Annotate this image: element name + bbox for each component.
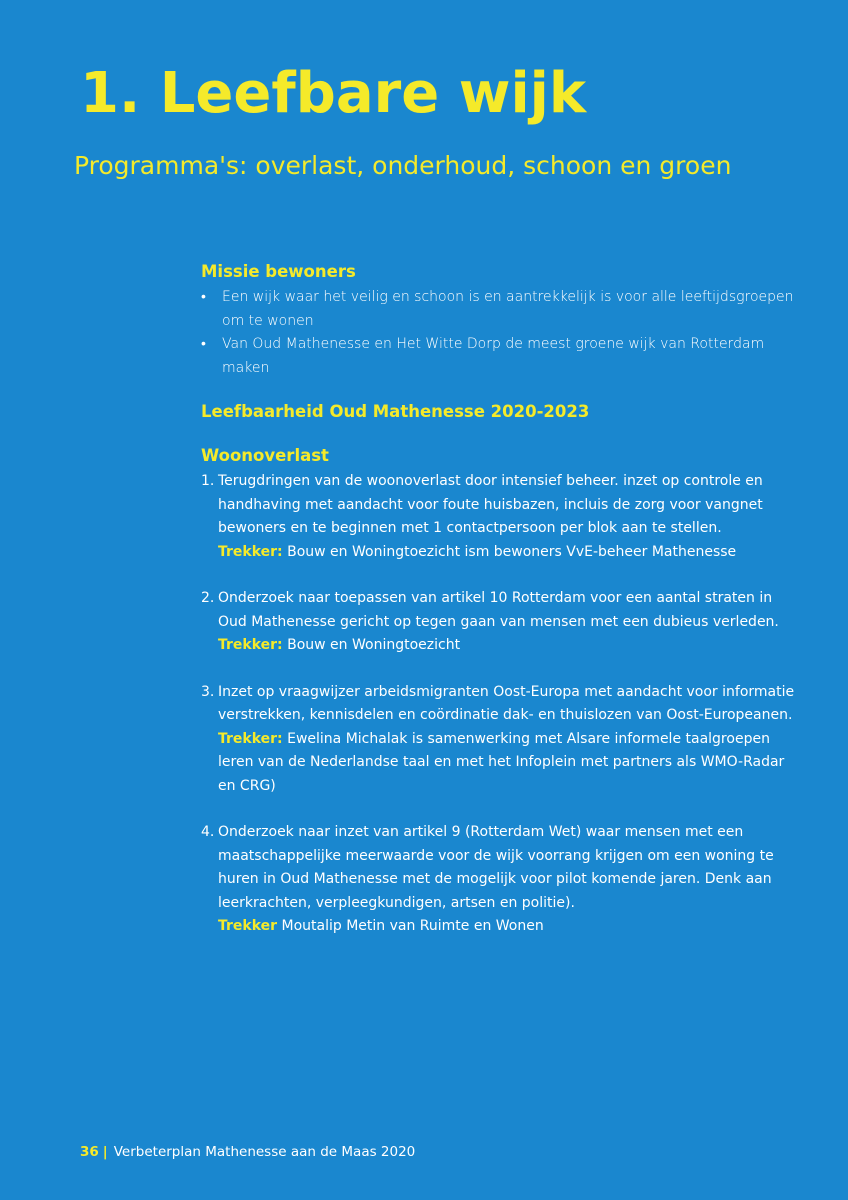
- main-content: [201, 260, 801, 962]
- item-number: 2.: [201, 590, 215, 606]
- trekker-label: Trekker: [218, 918, 278, 934]
- item-text: Terugdringen van de woonoverlast door intensief beheer. inzet op controle en handhaving met aandacht voor foute huisbazen, incluis de zorg voor vangnet bewoners en te beginnen met 1 contactpersoon per blok aan te stellen.: [218, 473, 763, 536]
- list-item: [201, 821, 801, 939]
- missie-list: [201, 286, 801, 380]
- trekker-text: Bouw en Woningtoezicht ism bewoners VvE-beheer Mathenesse: [282, 543, 737, 560]
- item-text: Onderzoek naar toepassen van artikel 10 Rotterdam voor een aantal straten in Oud Mathenesse gericht op tegen gaan van mensen met een dubieus verleden.: [218, 590, 779, 630]
- page-title: 1. Leefbare wijk: [80, 61, 587, 126]
- missie-heading: Missie bewoners: [201, 262, 356, 281]
- list-item: [201, 587, 801, 658]
- woonoverlast-list: [201, 470, 801, 939]
- footer-separator: |: [102, 1144, 108, 1160]
- trekker-text: Bouw en Woningtoezicht: [282, 637, 461, 653]
- list-item: [201, 333, 801, 380]
- list-item-text: Een wijk waar het veilig en schoon is en aantrekkelijk is voor alle leeftijdsgroepen om te wonen: [222, 289, 794, 329]
- item-text: Inzet op vraagwijzer arbeidsmigranten Oost-Europa met aandacht voor informatie verstrekken, kennisdelen en coördinatie dak- en thuislozen van Oost-Europeanen.: [218, 683, 795, 723]
- trekker-text: Moutalip Metin van Ruimte en Wonen: [277, 918, 544, 934]
- trekker-label: Trekker:: [218, 637, 283, 653]
- item-text: Onderzoek naar inzet van artikel 9 (Rotterdam Wet) waar mensen met een maatschappelijke meerwaarde voor de wijk voorrang krijgen om een woning te huren in Oud Mathenesse met de mogelijk voor pilot komende jaren. Denk aan leerkrachten, verpleegkundigen, artsen en politie).: [218, 824, 774, 911]
- trekker-label: Trekker:: [218, 730, 283, 747]
- list-item: [201, 470, 801, 564]
- page-number: 36: [80, 1144, 99, 1160]
- list-item-text: Van Oud Mathenesse en Het Witte Dorp de meest groene wijk van Rotterdam maken: [222, 336, 765, 376]
- trekker-text: Ewelina Michalak is samenwerking met Alsare informele taalgroepen leren van de Nederlandse taal en met het Infoplein met partners als WMO-Radar en CRG): [218, 730, 785, 794]
- list-item: [201, 681, 801, 799]
- item-number: 4.: [201, 824, 215, 840]
- page-subtitle: Programma's: overlast, onderhoud, schoon en groen: [74, 151, 732, 180]
- trekker-label: Trekker:: [218, 543, 283, 560]
- trekker-line: [218, 634, 801, 658]
- missie-section: [201, 260, 801, 380]
- woonoverlast-heading: Woonoverlast: [201, 446, 329, 465]
- bullet-icon: •: [201, 336, 206, 352]
- bullet-icon: •: [201, 289, 206, 305]
- item-number: 1.: [201, 473, 215, 489]
- trekker-line: [218, 915, 801, 939]
- trekker-line: [218, 541, 801, 565]
- page-footer: [80, 1142, 415, 1162]
- leefbaarheid-heading: Leefbaarheid Oud Mathenesse 2020-2023: [201, 402, 590, 421]
- trekker-line: [218, 728, 801, 799]
- woonoverlast-section: [201, 444, 801, 939]
- item-number: 3.: [201, 683, 215, 700]
- footer-document-title: Verbeterplan Mathenesse aan de Maas 2020: [113, 1144, 416, 1160]
- list-item: [201, 286, 801, 333]
